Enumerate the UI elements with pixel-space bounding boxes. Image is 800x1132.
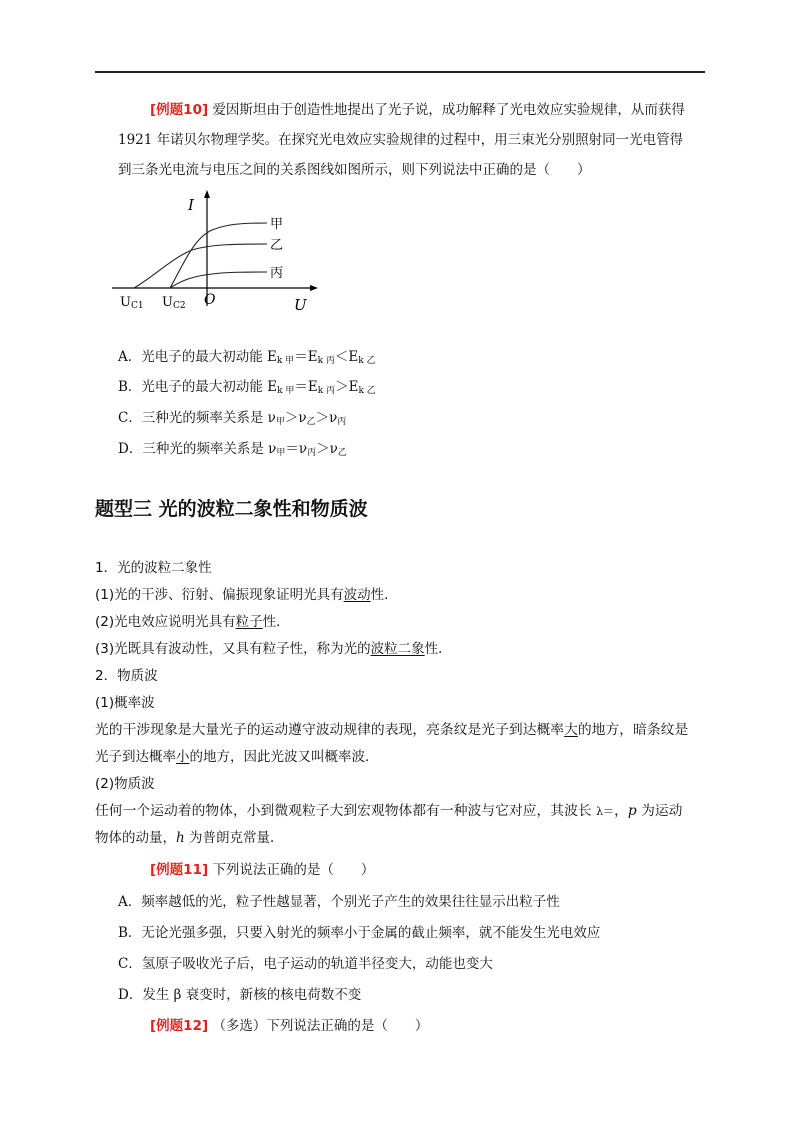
example-10-line-3: 到三条光电流与电压之间的关系图线如图所示，则下列说法中正确的是（ ）	[118, 162, 591, 178]
section-heading: 题型三 光的波粒二象性和物质波	[95, 498, 368, 520]
section-item-2: 2．物质波	[95, 668, 158, 684]
example-10-line-2: 1921 年诺贝尔物理学奖。在探究光电效应实验规律的过程中，用三束光分别照射同一光电管得	[118, 132, 684, 148]
top-rule	[95, 71, 705, 73]
example-12-tag: [例题12]	[150, 1018, 209, 1034]
paragraph-matter-wave-1: 任何一个运动着的物体，小到微观粒子大到宏观物体都有一种波与它对应，其波长 λ＝，p 为运动	[95, 803, 683, 819]
i-axis-arrow-icon	[204, 190, 210, 198]
curve-bing-label: 丙	[270, 266, 284, 281]
example-11-question: [例题11] 下列说法正确的是（ ）	[150, 862, 375, 878]
section-item-1: 1．光的波粒二象性	[95, 560, 212, 576]
example-11-tag: [例题11]	[150, 862, 209, 878]
section-item-1c: (3)光既具有波动性，又具有粒子性，称为光的波粒二象性．	[95, 641, 452, 657]
section-item-2a: (1)概率波	[95, 695, 155, 711]
example-10-option-c: C．三种光的频率关系是 $\nu_甲>\nu_乙>\nu_丙$	[118, 410, 347, 427]
example-10-line-1: [例题10] 爱因斯坦由于创造性地提出了光子说，成功解释了光电效应实验规律，从而获得	[150, 102, 685, 118]
u-axis-label: U	[294, 296, 307, 314]
example-10-option-b: B．光电子的最大初动能 $E_{k 甲}=E_{k 丙}>E_{k 乙}$	[118, 379, 376, 396]
section-item-1b: (2)光电效应说明光具有粒子性．	[95, 614, 290, 630]
example-11-option-c: C．氢原子吸收光子后，电子运动的轨道半径变大，动能也变大	[118, 956, 493, 972]
u-axis-arrow-icon	[310, 285, 318, 291]
section-item-1a: (1)光的干涉、衍射、偏振现象证明光具有波动性．	[95, 587, 398, 603]
paragraph-matter-wave-2: 物体的动量，h 为普朗克常量．	[95, 830, 284, 846]
example-11-option-d: D．发生 β 衰变时，新核的核电荷数不变	[118, 987, 362, 1003]
curve-jia-label: 甲	[270, 217, 284, 232]
curve-yi	[134, 244, 267, 288]
example-12-question: [例题12] （多选）下列说法正确的是（ ）	[150, 1018, 429, 1034]
example-11-option-a: A．频率越低的光，粒子性越显著，个别光子产生的效果往往显示出粒子性	[118, 894, 560, 910]
curve-bing	[170, 272, 267, 288]
curve-jia	[170, 223, 267, 288]
paragraph-probability-wave-2: 光子到达概率小的地方，因此光波又叫概率波．	[95, 749, 379, 765]
uc2-label: UC2	[162, 295, 186, 311]
paragraph-probability-wave-1: 光的干涉现象是大量光子的运动遵守波动规律的表现，亮条纹是光子到达概率大的地方，暗条纹是	[95, 722, 689, 738]
example-10-tag: [例题10]	[150, 102, 209, 118]
uc1-label: UC1	[120, 295, 144, 311]
example-10-option-d: D．三种光的频率关系是 $\nu_甲=\nu_丙>\nu_乙$	[118, 441, 347, 458]
example-11-option-b: B．无论光强多强，只要入射光的频率小于金属的截止频率，就不能发生光电效应	[118, 925, 601, 941]
i-axis-label: I	[188, 196, 194, 214]
curve-yi-label: 乙	[270, 238, 284, 253]
example-10-option-a: A．光电子的最大初动能 $E_{k 甲}=E_{k 丙}<E_{k 乙}$	[118, 349, 376, 366]
section-item-2b: (2)物质波	[95, 776, 155, 792]
photocurrent-graph	[112, 188, 318, 316]
origin-label: O	[204, 292, 216, 308]
